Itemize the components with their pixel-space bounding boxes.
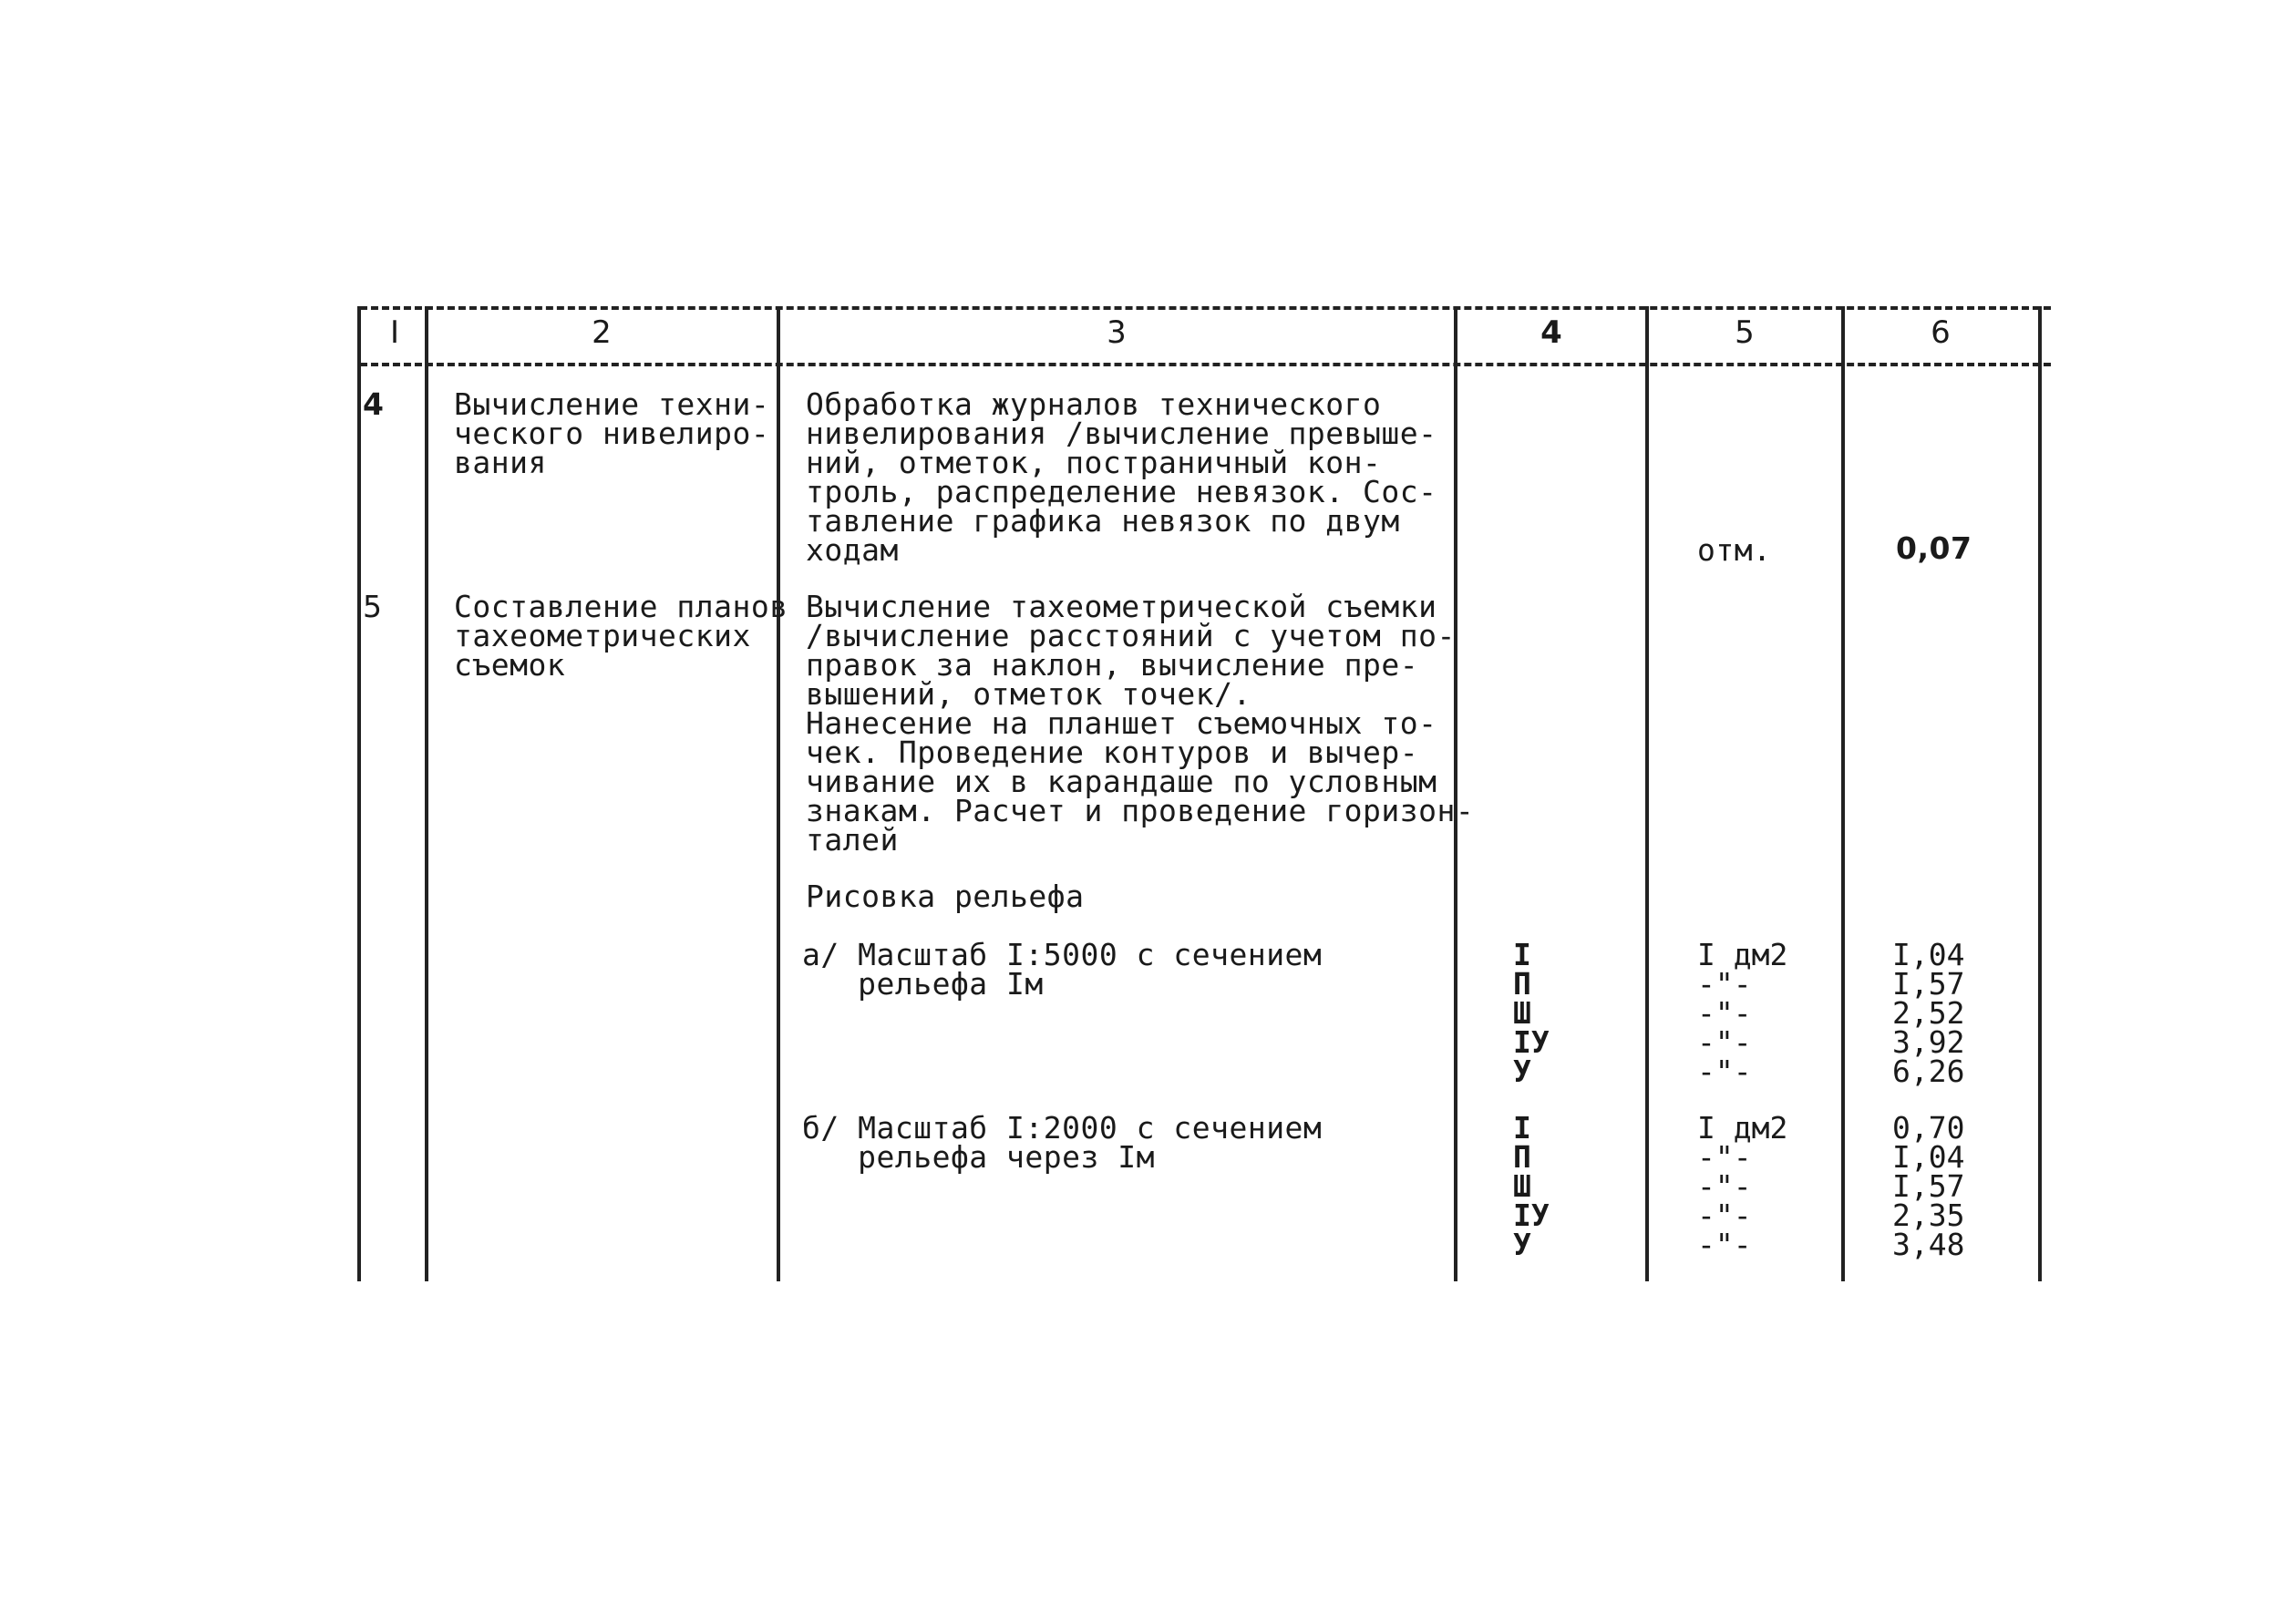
row-name: Вычисление техни- ческого нивелиро- вания <box>454 386 770 480</box>
subitem-values: 0,70 I,04 I,57 2,35 3,48 <box>1892 1110 1965 1262</box>
relief-heading: Рисовка рельефа <box>806 879 1085 914</box>
column-rule-left <box>357 306 361 1281</box>
column-rule-1 <box>425 306 428 1281</box>
header-bottom-rule <box>360 363 2051 366</box>
column-header-2: 2 <box>592 314 612 351</box>
column-header-1: I <box>389 314 400 351</box>
row-description: Обработка журналов технического нивелирования /вычисление превыше- ний, отметок, постраничный кон- троль, распределение невязок. Сос- тавление графика невязок по двум ходам <box>806 386 1437 568</box>
column-rule-4 <box>1645 306 1649 1281</box>
subitem-units: I дм2 -"- -"- -"- -"- <box>1697 1110 1788 1262</box>
column-rule-5 <box>1841 306 1845 1281</box>
row-number: 4 <box>363 386 385 422</box>
row-number: 5 <box>363 589 383 624</box>
column-header-5: 5 <box>1735 314 1755 351</box>
subitem-values: I,04 I,57 2,52 3,92 6,26 <box>1892 937 1965 1089</box>
subitem-categories: I П Ш IУ У <box>1513 937 1550 1089</box>
row-value: 0,07 <box>1896 530 1972 566</box>
subitem-text: б/ Масштаб I:2000 с сечением рельефа через Iм <box>802 1110 1323 1175</box>
table-top-rule <box>360 306 2051 310</box>
row-name: Составление планов тахеометрических съемок <box>454 589 788 683</box>
column-header-6: 6 <box>1931 314 1951 351</box>
column-header-4: 4 <box>1540 314 1562 351</box>
subitem-categories: I П Ш IУ У <box>1513 1110 1550 1262</box>
subitem-units: I дм2 -"- -"- -"- -"- <box>1697 937 1788 1089</box>
row-unit: отм. <box>1697 532 1772 568</box>
subitem-text: а/ Масштаб I:5000 с сечением рельефа Iм <box>802 937 1323 1002</box>
column-rule-right <box>2038 306 2042 1281</box>
column-header-3: 3 <box>1107 314 1127 351</box>
row-description: Вычисление тахеометрической съемки /вычисление расстояний с учетом по- правок за наклон, вычисление пре- вышений, отметок точек/. Нанесение на планшет съемочных то- чек. Проведение контуров и вычер- чивание их в карандаше по условным знакам. Расчет и проведение горизон- талей <box>806 589 1475 858</box>
column-rule-2 <box>777 306 780 1281</box>
